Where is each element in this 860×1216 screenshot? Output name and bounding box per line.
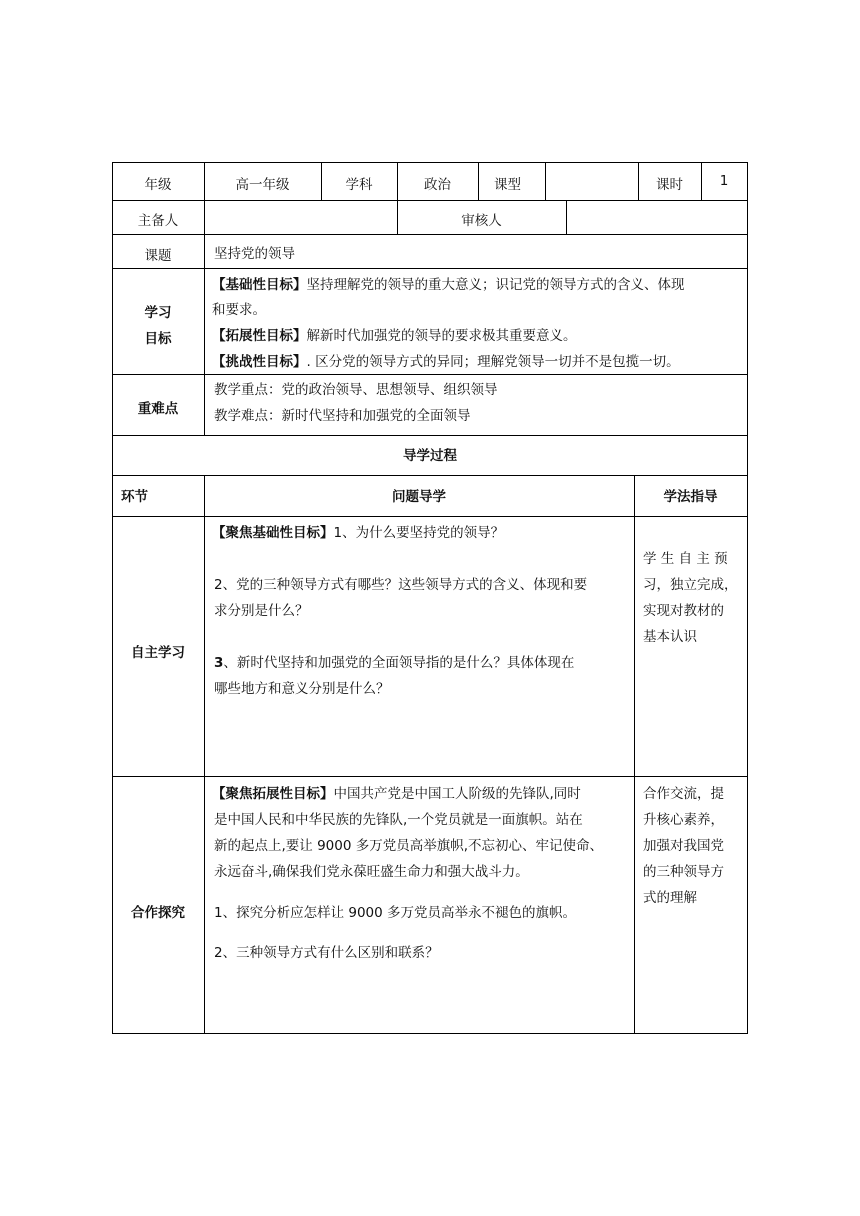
subject-value: 政治 <box>424 177 451 193</box>
coop-intro-4: 永远奋斗,确保我们党永葆旺盛生命力和强大战斗力。 <box>214 864 529 880</box>
self-study-label: 自主学习 <box>131 645 185 661</box>
preparer-label: 主备人 <box>137 213 179 229</box>
col-questions-header: 问题导学 <box>392 489 446 505</box>
subject-label: 学科 <box>345 177 373 193</box>
self-study-method-1: 学 生 自 主 预 <box>643 551 728 567</box>
coop-tag: 【聚焦拓展性目标】 <box>212 786 334 802</box>
goal-challenge <box>212 349 748 375</box>
col-method-header: 学法指导 <box>663 489 718 505</box>
hours-value: 1 <box>719 173 729 189</box>
self-study-method-2: 习，独立完成， <box>643 577 738 593</box>
coop-q1: 1、探究分析应怎样让 9000 多万党员高举永不褪色的旗帜。 <box>214 905 577 921</box>
goals-label-line2: 目标 <box>144 331 172 347</box>
coop-label: 合作探究 <box>131 905 185 921</box>
coop-intro-1 <box>212 781 632 807</box>
coop-method-2: 升核心素养， <box>643 812 724 828</box>
hours-label: 课时 <box>656 177 683 193</box>
coop-method-5: 式的理解 <box>643 890 697 906</box>
goal-basic <box>212 272 748 298</box>
goal-extension <box>212 323 748 349</box>
self-study-q2-line2: 求分别是什么？ <box>214 603 309 619</box>
self-study-q1-text: 1、为什么要坚持党的领导？ <box>333 525 505 541</box>
goals-label-line1: 学习 <box>144 305 172 321</box>
key-points-line1: 教学重点：党的政治领导、思想领导、组织领导 <box>214 382 498 398</box>
type-label: 课型 <box>494 177 521 193</box>
self-study-method-4: 基本认识 <box>643 629 697 645</box>
self-study-q2-line1: 2、党的三种领导方式有哪些？这些领导方式的含义、体现和要 <box>214 577 588 593</box>
goal-chal-text: . 区分党的领导方式的异同；理解党领导一切并不是包揽一切。 <box>306 354 680 370</box>
col-stage-header: 环节 <box>121 489 148 505</box>
topic-value: 坚持党的领导 <box>214 246 295 262</box>
self-study-method-3: 实现对教材的 <box>643 603 724 619</box>
self-study-tag: 【聚焦基础性目标】 <box>212 525 334 541</box>
process-title: 导学过程 <box>403 448 457 464</box>
goal-basic-text-1: 坚持理解党的领导的重大意义；识记党的领导方式的含义、体现 <box>306 277 685 293</box>
goal-basic-tag: 【基础性目标】 <box>212 277 307 293</box>
coop-method-1: 合作交流，提 <box>643 786 724 802</box>
self-study-q3-text: 、新时代坚持和加强党的全面领导指的是什么？具体体现在 <box>223 655 575 671</box>
self-study-q1 <box>212 520 632 546</box>
coop-method-4: 的三种领导方 <box>643 864 724 880</box>
key-points-label: 重难点 <box>137 401 179 417</box>
key-points-line2: 教学难点：新时代坚持和加强党的全面领导 <box>214 408 471 424</box>
coop-intro-1-text: 中国共产党是中国工人阶级的先锋队,同时 <box>333 786 581 802</box>
grade-label: 年级 <box>144 177 172 193</box>
self-study-q3-num: 3 <box>214 655 224 671</box>
coop-intro-2: 是中国人民和中华民族的先锋队,一个党员就是一面旗帜。站在 <box>214 812 583 828</box>
goal-ext-tag: 【拓展性目标】 <box>212 328 307 344</box>
self-study-q3-line2: 哪些地方和意义分别是什么？ <box>214 681 390 697</box>
reviewer-label: 审核人 <box>461 213 502 229</box>
coop-method-3: 加强对我国党 <box>643 838 724 854</box>
grade-value: 高一年级 <box>235 177 290 193</box>
coop-intro-3: 新的起点上,要让 9000 多万党员高举旗帜,不忘初心、牢记使命、 <box>214 838 604 854</box>
topic-label: 课题 <box>144 248 172 264</box>
goal-basic-cont: 和要求。 <box>212 302 266 318</box>
goal-ext-text: 解新时代加强党的领导的要求极其重要意义。 <box>306 328 577 344</box>
self-study-q3-line1 <box>214 650 634 676</box>
coop-q2: 2、三种领导方式有什么区别和联系？ <box>214 945 439 961</box>
goal-chal-tag: 【挑战性目标】 <box>212 354 307 370</box>
